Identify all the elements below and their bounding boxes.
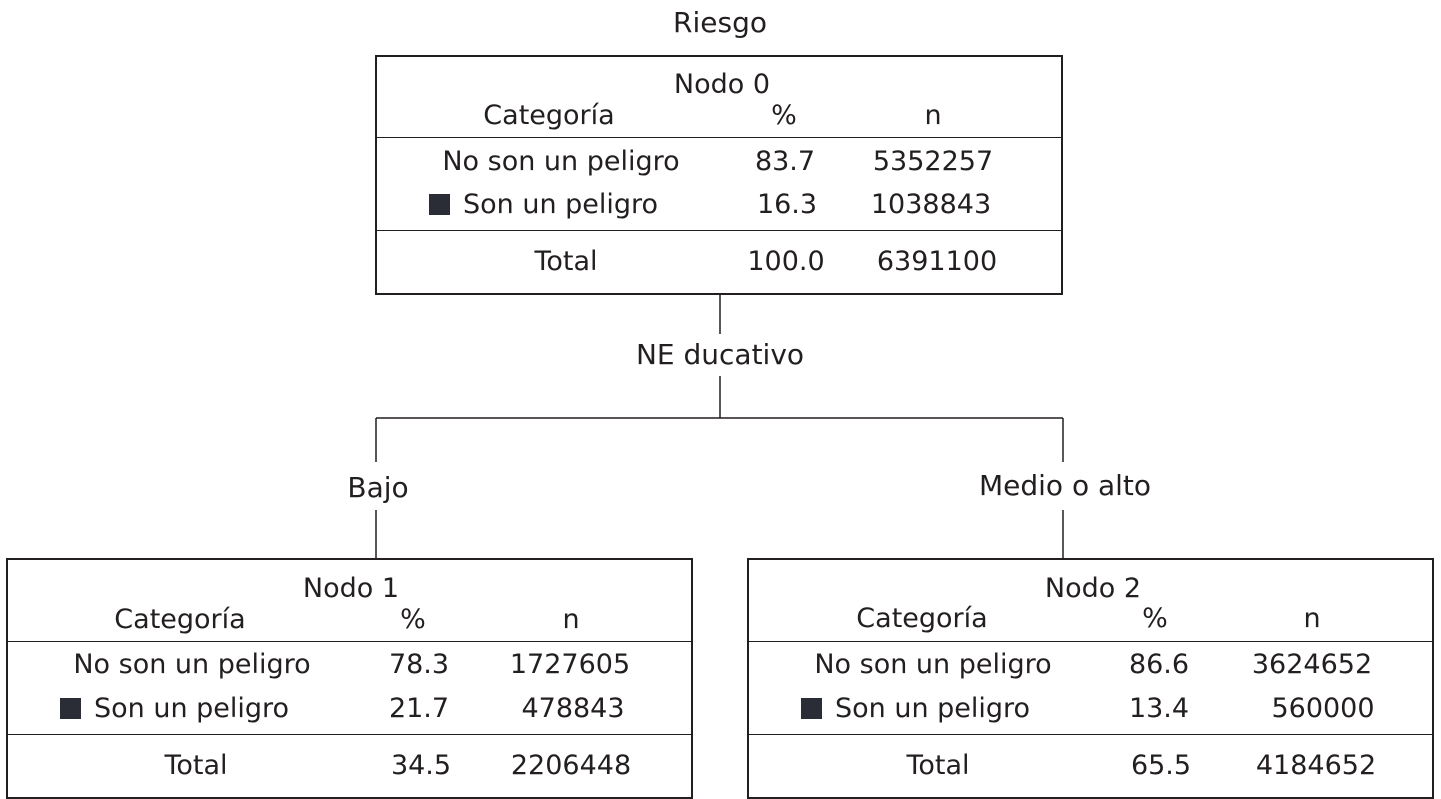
category-marker-square — [429, 194, 450, 215]
node-title: Nodo 0 — [673, 69, 771, 100]
row-category-marked — [801, 693, 1030, 725]
total-label: Total — [906, 750, 970, 781]
row-category-marked — [429, 189, 658, 221]
row-category: No son un peligro — [442, 146, 680, 177]
total-percent: 34.5 — [390, 750, 452, 781]
total-count: 2206448 — [510, 750, 632, 781]
row-percent: 83.7 — [754, 146, 816, 177]
row-count: 560000 — [1271, 693, 1375, 724]
row-category: No son un peligro — [73, 649, 311, 680]
node-1-box — [6, 558, 693, 799]
row-category-marked — [60, 693, 289, 725]
header-divider — [8, 641, 691, 642]
node-2-box — [747, 558, 1434, 799]
header-divider — [377, 137, 1061, 138]
total-label: Total — [164, 750, 228, 781]
category-marker-square — [60, 698, 81, 719]
node-title: Nodo 2 — [1044, 573, 1142, 604]
total-percent: 65.5 — [1130, 750, 1192, 781]
header-percent: % — [771, 100, 797, 131]
node-title: Nodo 1 — [302, 573, 400, 604]
total-divider — [377, 230, 1061, 231]
header-category: Categoría — [856, 603, 988, 634]
row-category-text: Son un peligro — [835, 693, 1031, 724]
row-count: 1727605 — [509, 649, 631, 680]
total-label: Total — [534, 246, 598, 277]
row-count: 1038843 — [870, 189, 992, 220]
header-percent: % — [400, 604, 426, 635]
row-count: 5352257 — [872, 146, 994, 177]
row-percent: 13.4 — [1128, 693, 1190, 724]
header-category: Categoría — [483, 100, 615, 131]
row-category: No son un peligro — [814, 649, 1052, 680]
header-count: n — [1303, 603, 1321, 634]
row-percent: 78.3 — [388, 649, 450, 680]
row-percent: 16.3 — [756, 189, 818, 220]
total-percent: 100.0 — [747, 246, 825, 277]
branch-label-right: Medio o alto — [978, 469, 1152, 502]
row-count: 3624652 — [1251, 649, 1373, 680]
row-percent: 86.6 — [1128, 649, 1190, 680]
header-count: n — [562, 604, 580, 635]
header-percent: % — [1142, 603, 1168, 634]
row-category-text: Son un peligro — [94, 693, 290, 724]
header-count: n — [924, 100, 942, 131]
split-variable-label: NE ducativo — [635, 338, 805, 371]
total-count: 4184652 — [1255, 750, 1377, 781]
branch-label-left: Bajo — [347, 471, 409, 504]
total-divider — [749, 734, 1432, 735]
total-count: 6391100 — [876, 246, 998, 277]
header-category: Categoría — [114, 604, 246, 635]
row-category-text: Son un peligro — [463, 189, 659, 220]
row-percent: 21.7 — [388, 693, 450, 724]
node-0-box — [375, 55, 1063, 295]
target-label: Riesgo — [673, 6, 767, 39]
row-count: 478843 — [521, 693, 625, 724]
total-divider — [8, 734, 691, 735]
header-divider — [749, 641, 1432, 642]
category-marker-square — [801, 698, 822, 719]
